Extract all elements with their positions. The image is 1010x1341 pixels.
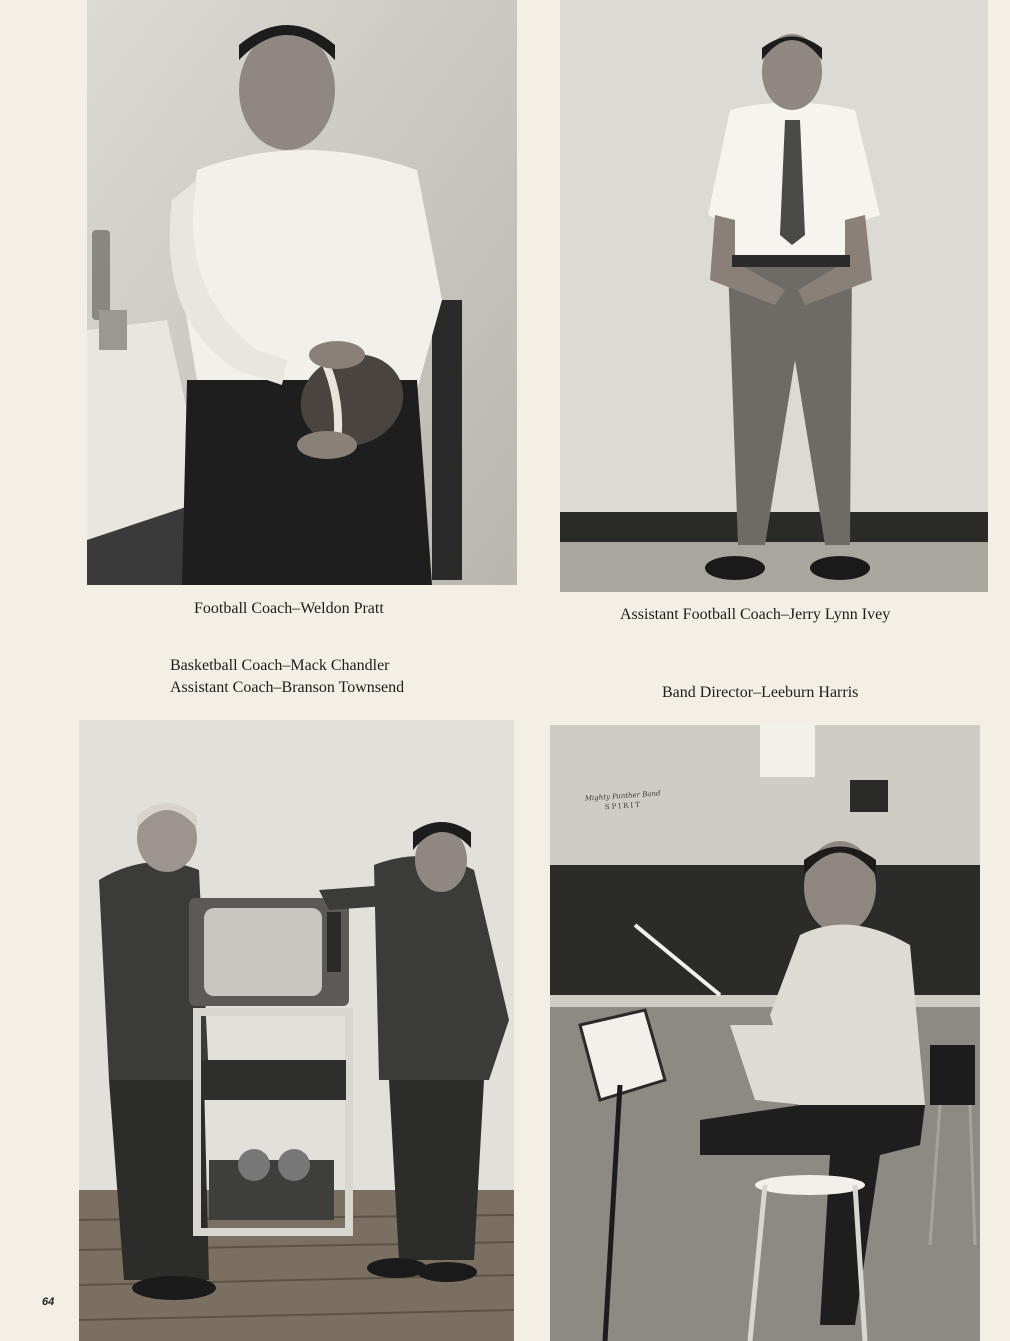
wall-sign-line1: Mighty Panther Band: [584, 789, 661, 803]
photo-band-director: [550, 725, 980, 1341]
photo-assistant-football-coach: [560, 0, 988, 592]
page-number: 64: [42, 1296, 55, 1308]
caption-basketball-coach: Basketball Coach–Mack Chandler: [170, 657, 390, 674]
football-coach-image: [87, 0, 517, 585]
photo-football-coach: [87, 0, 517, 585]
caption-assistant-coach: Assistant Coach–Branson Townsend: [170, 679, 405, 696]
caption-football-coach: Football Coach–Weldon Pratt: [194, 600, 384, 617]
wall-sign-line2: SPIRIT: [604, 800, 643, 812]
band-director-image: [550, 725, 980, 1341]
caption-band-director: Band Director–Leeburn Harris: [662, 684, 859, 701]
assistant-coach-image: [560, 0, 988, 592]
caption-assistant-football-coach: Assistant Football Coach–Jerry Lynn Ivey: [620, 606, 891, 623]
basketball-coaches-image: [79, 720, 514, 1341]
photo-basketball-coaches: [79, 720, 514, 1341]
